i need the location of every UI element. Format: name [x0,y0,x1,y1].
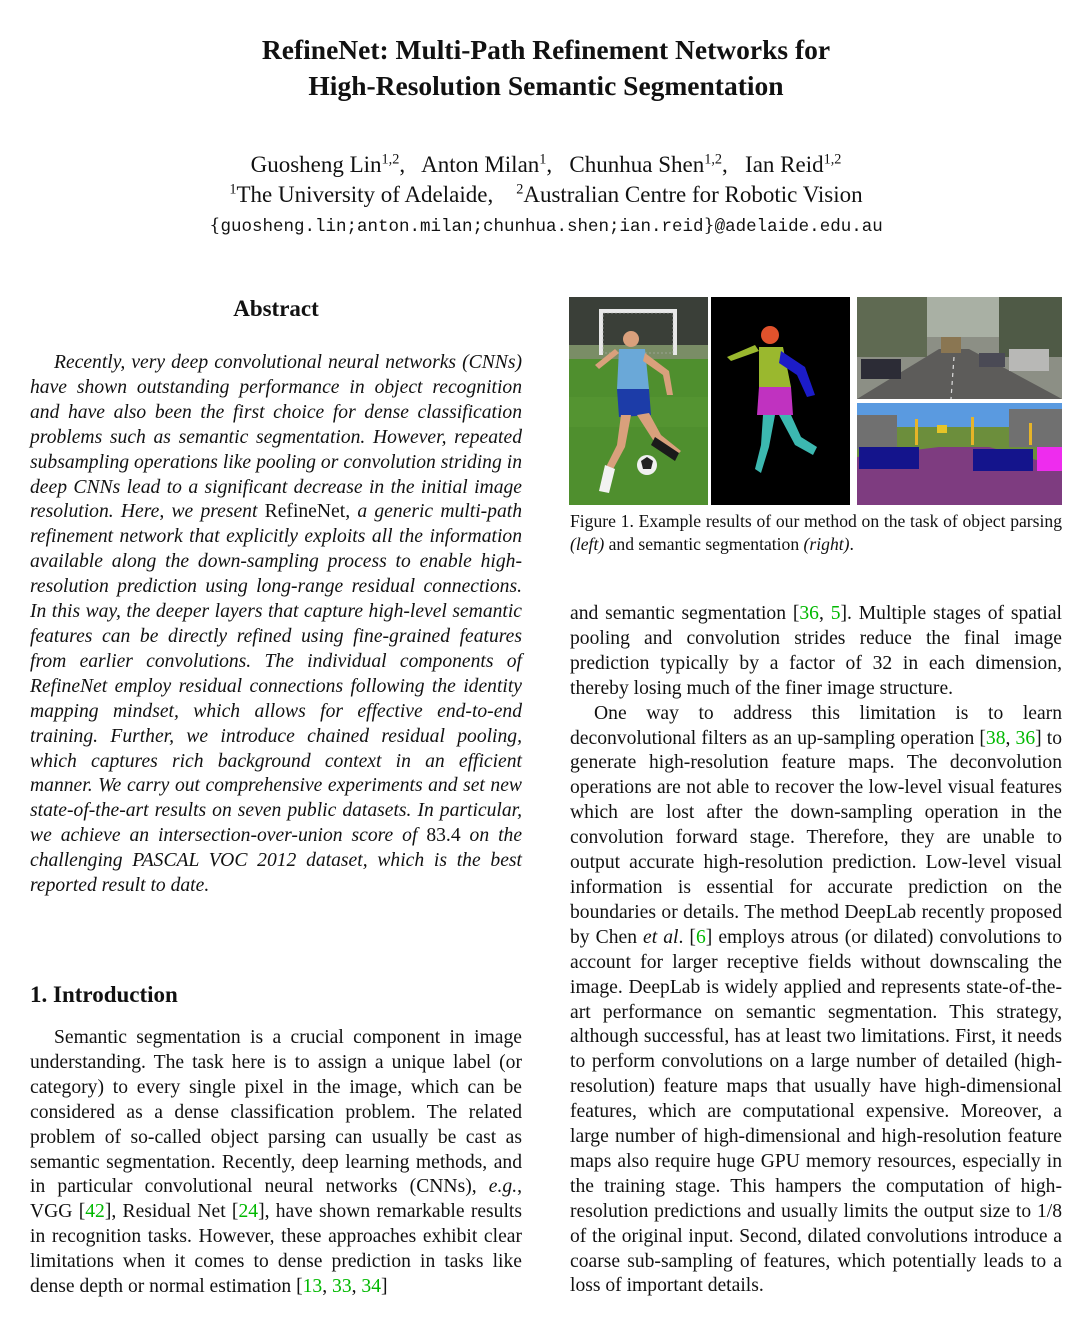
citation-link[interactable]: 13 [302,1276,323,1298]
citation-link[interactable]: 33 [332,1276,352,1298]
citation-link[interactable]: 6 [695,926,706,948]
author-names: Guosheng Lin$^{1,2}$, Anton Milan$^1$, Chunhua Shen$^{1,2}$, Ian Reid$^{1,2}$ [250,151,842,177]
citation-link[interactable]: 38 [985,727,1006,749]
affiliations [0,180,1092,210]
right-paragraph-2: One way to address this limitation is to learn deconvolutional filters as an up-sampling operation [38, 36] to generate high-resolution feature maps. The deconvolution operations are not able to recover the low-level visual features which are lost after the down-sampling operation in the convolution forward stage. Therefore, they are unable to output accurate high-resolution prediction. Low-level visual information is essential for accurate prediction on the boundaries or details. The method DeepLab recently proposed by Chen et al. [6] employs atrous (or dilated) convolutions to account for larger receptive fields without downscaling the image. DeepLab is widely applied and represents state-of-the-art performance on semantic segmentation. This strategy, although successful, has at least two limitations. First, it needs to perform convolutions on a large number of detailed (high-resolution) feature maps that usually have high-dimensional features, which are computational expensive. Moreover, a large number of high-dimensional and high-resolution feature maps also require huge GPU memory resources, especially in the training stage. This hampers the computation of high-resolution predictions and usually limits the output size to 1/8 of the original input. Second, dilated convolutions introduce a coarse sub-sampling of features, which potentially leads to a loss of important details. [570,702,1063,1297]
section-heading-introduction: 1. Introduction [30,982,178,1007]
citation-link[interactable]: 24 [238,1201,259,1223]
title-line-2: High-Resolution Semantic Segmentation [308,70,784,101]
citation-link[interactable]: 42 [85,1201,105,1223]
affiliation-1-mark: 1 [229,181,237,198]
title-line-1: RefineNet: Multi-Path Refinement Networks for [261,34,831,65]
right-paragraph-1: and semantic segmentation [36, 5]. Multiple stages of spatial pooling and convolution strides reduce the final image prediction typically by a factor of 32 in each dimension, thereby losing much of the finer image structure. [570,603,1062,699]
author-4: Ian Reid [745,152,824,177]
affiliation-2-mark: 2 [516,181,524,198]
author-1: Guosheng Lin [250,152,382,177]
abstract-paragraph: Recently, very deep convolutional neural networks (CNNs) have shown outstanding performance in object recognition and have also been the first choice for dense classification problems such as semantic segmentation. However, repeated subsampling operations like pooling or convolution striding in deep CNNs lead to a significant decrease in the initial image resolution. Here, we present RefineNet, a generic multi-path refinement network that explicitly exploits all the information available along the down-sampling process to enable high-resolution prediction using long-range residual connections. In this way, the deeper layers that capture high-level semantic features can be directly refined using fine-grained features from earlier convolutions. The individual components of RefineNet employ residual connections following the identity mapping mindset, which allows for effective end-to-end training. Further, we introduce chained residual pooling, which captures rich background context in an efficient manner. We carry out comprehensive experiments and set new state-of-the-art results on seven public datasets. In particular, we achieve an intersection-over-union score of 83.4 on the challenging PASCAL VOC 2012 dataset, which is the best reported result to date. [30,352,523,897]
paper-title [0,32,1092,104]
affiliation-2: Australian Centre for Robotic Vision [523,182,863,207]
introduction-body [30,1026,522,1300]
figure-1-caption: Figure 1. Example results of our method on the task of object parsing (left) and semantic segmentation (right). [570,511,1062,554]
email-names: guosheng.lin;anton.milan;chunhua.shen;ian.reid [220,217,704,237]
iou-score: 83.4 [426,825,461,847]
street-segmentation-panel [857,403,1062,505]
author-3-affil: 1,2 [704,151,723,168]
abstract-heading: Abstract [233,296,319,321]
intro-paragraph: Semantic segmentation is a crucial component in image understanding. The task here is to assign a unique label (or category) to every single pixel in the image, which can be considered as a dense classification problem. The related problem of so-called object parsing can usually be cast as semantic segmentation. Recently, deep learning methods, and in particular convolutional neural networks (CNNs), e.g., VGG [42], Residual Net [24], have shown remarkable results in recognition tasks. However, these approaches exhibit clear limitations when it comes to dense prediction in tasks like dense depth or normal estimation [13, 33, 34] [30,1027,522,1298]
author-block [0,150,1092,210]
author-3: Chunhua Shen [569,152,705,177]
affiliation-1: The University of Adelaide, [236,182,494,207]
abstract-body [30,351,522,899]
citation-link[interactable]: 5 [830,603,841,624]
author-emails: {guosheng.lin;anton.milan;chunhua.shen;ian.reid}@adelaide.edu.au [209,216,883,237]
parsing-result-panel [711,297,850,505]
author-2-affil: 1 [539,151,547,168]
refinenet-name: RefineNet [264,501,346,523]
citation-link[interactable]: 36 [799,603,819,624]
street-photo-panel [857,297,1062,399]
fraction: 1/8 [1036,1200,1062,1222]
citation-link[interactable]: 34 [361,1276,381,1298]
right-column-body [570,602,1062,1299]
citation-link[interactable]: 36 [1015,727,1036,749]
email-domain: @adelaide.edu.au [714,217,883,237]
soccer-photo-panel [569,297,708,505]
author-1-affil: 1,2 [381,151,400,168]
figure-1-image [569,297,1062,505]
author-2: Anton Milan [421,152,540,177]
author-4-affil: 1,2 [823,151,842,168]
